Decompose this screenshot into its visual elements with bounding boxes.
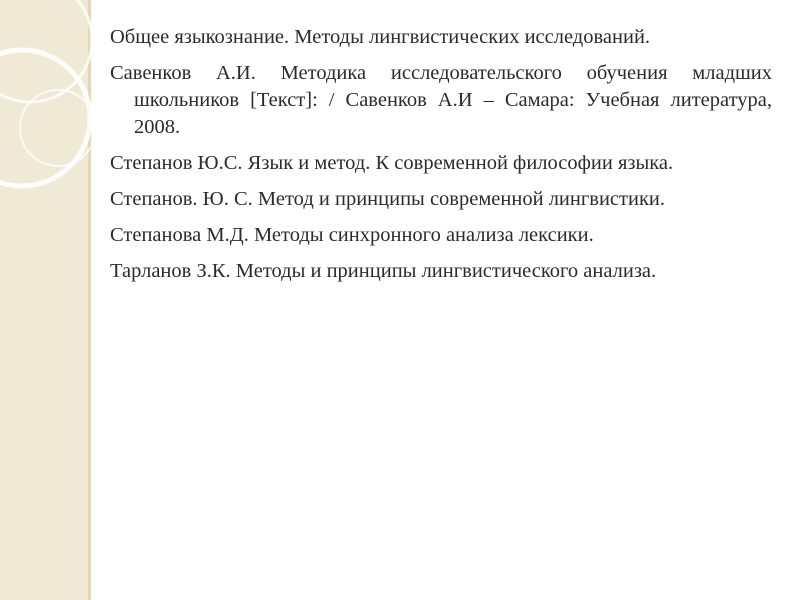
reference-item: Степанов Ю.С. Язык и метод. К современной философии языка.: [110, 152, 674, 174]
reference-list: [110, 24, 772, 294]
reference-item: Савенков А.И. Методика исследовательского обучения младших школьников [Текст]: / Савенков А.И – Самара: Учебная литература, 2008.: [110, 62, 772, 138]
reference-item: Степанова М.Д. Методы синхронного анализа лексики.: [110, 224, 594, 246]
decorative-rings-icon: [0, 0, 120, 230]
reference-item: Степанов. Ю. С. Метод и принципы современной лингвистики.: [110, 188, 666, 210]
reference-item: Тарланов З.К. Методы и принципы лингвистического анализа.: [110, 260, 657, 282]
reference-item: Общее языкознание. Методы лингвистических исследований.: [110, 26, 651, 48]
